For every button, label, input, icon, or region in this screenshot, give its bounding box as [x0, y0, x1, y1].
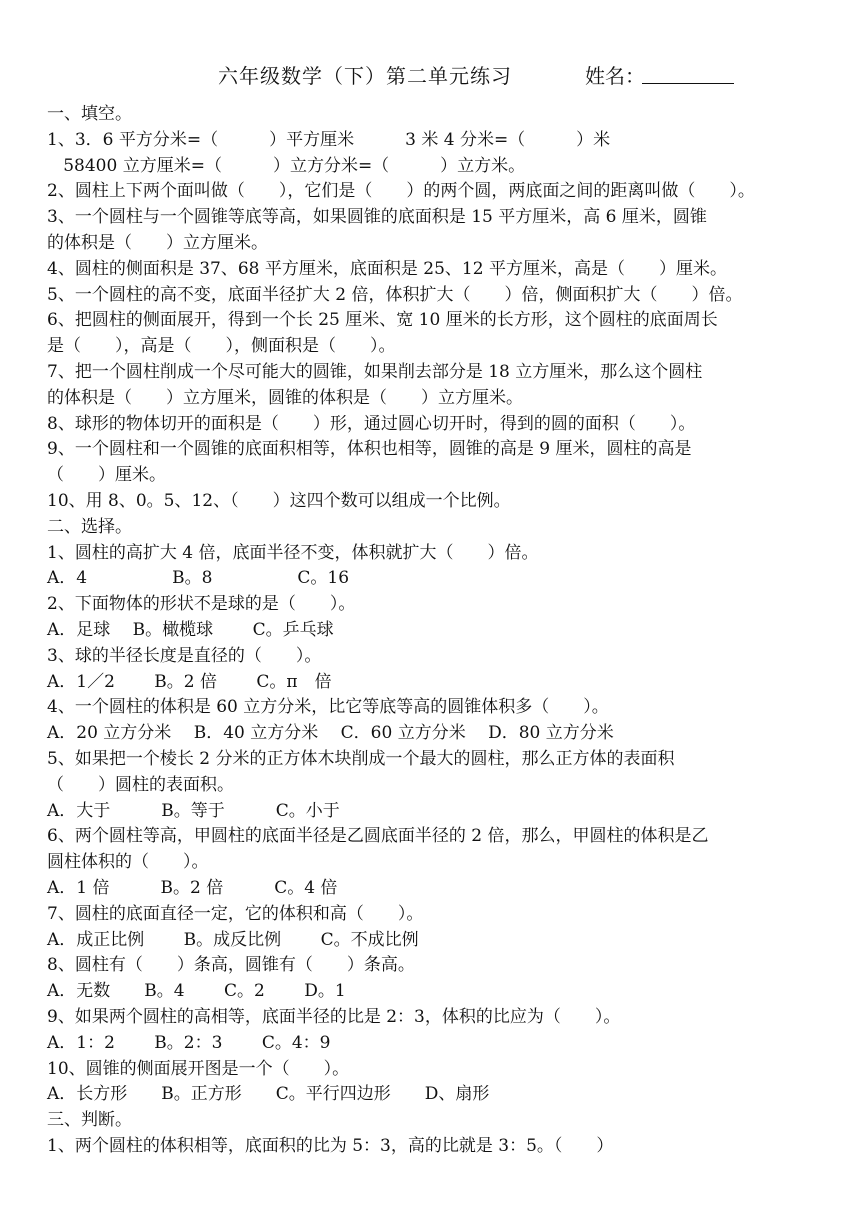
worksheet-line: 1、3．6 平方分米=（ ）平方厘米 3 米 4 分米=（ ）米 [47, 129, 611, 150]
worksheet-line: 的体积是（ ）立方厘米，圆锥的体积是（ ）立方厘米。 [47, 387, 523, 408]
worksheet-line: 1、圆柱的高扩大 4 倍，底面半径不变，体积就扩大（ ）倍。 [47, 542, 539, 563]
worksheet-line: A．成正比例 B。成反比例 C。不成比例 [47, 929, 419, 950]
worksheet-line: 5、一个圆柱的高不变，底面半径扩大 2 倍，体积扩大（ ）倍，侧面积扩大（ ）倍。 [47, 284, 743, 305]
page-title: 六年级数学（下）第二单元练习 [218, 64, 512, 88]
worksheet-line: 2、下面物体的形状不是球的是（ ）。 [47, 594, 356, 615]
worksheet-line: （ ）圆柱的表面积。 [47, 774, 234, 795]
worksheet-line: 8、圆柱有（ ）条高，圆锥有（ ）条高。 [47, 955, 415, 976]
worksheet-line: 7、圆柱的底面直径一定，它的体积和高（ ）。 [47, 903, 424, 924]
name-label: 姓名： [585, 64, 645, 88]
worksheet-line: A．足球 B。橄榄球 C。乒乓球 [47, 620, 334, 640]
worksheet-line: 1、两个圆柱的体积相等，底面积的比为 5：3，高的比就是 3：5。（ ） [47, 1136, 614, 1156]
worksheet-line: 4、一个圆柱的体积是 60 立方分米，比它等底等高的圆锥体积多（ ）。 [47, 697, 609, 718]
name-blank-line [642, 83, 734, 84]
worksheet-line: A．长方形 B。正方形 C。平行四边形 D、扇形 [47, 1084, 490, 1105]
worksheet-line: 是（ ），高是（ ），侧面积是（ ）。 [47, 336, 396, 357]
worksheet-line: 2、圆柱上下两个面叫做（ ），它们是（ ）的两个圆，两底面之间的距离叫做（ ）。 [47, 181, 755, 202]
worksheet-line: 三、判断。 [47, 1110, 132, 1131]
worksheet-line: 圆柱体积的（ ）。 [47, 852, 209, 873]
worksheet-line: 6、两个圆柱等高，甲圆柱的底面半径是乙圆底面半径的 2 倍，那么，甲圆柱的体积是乙 [47, 826, 709, 847]
worksheet-line: （ ）厘米。 [47, 465, 166, 486]
worksheet-line: A．20 立方分米 B．40 立方分米 C．60 立方分米 D．80 立方分米 [47, 723, 614, 744]
worksheet-line: A．1 倍 B。2 倍 C。4 倍 [47, 878, 338, 898]
worksheet-line: 一、填空。 [47, 104, 132, 124]
worksheet-line: 10、用 8、0。5、12、（ ）这四个数可以组成一个比例。 [47, 491, 511, 511]
worksheet-line: 4、圆柱的侧面积是 37、68 平方厘米，底面积是 25、12 平方厘米，高是（ ）厘米。 [47, 258, 727, 279]
worksheet-line: 6、把圆柱的侧面展开，得到一个长 25 厘米、宽 10 厘米的长方形，这个圆柱的底面周长 [47, 310, 718, 331]
worksheet-line: 3、一个圆柱与一个圆锥等底等高，如果圆锥的底面积是 15 平方厘米，高 6 厘米，圆锥 [47, 207, 707, 228]
worksheet-line: 5、如果把一个棱长 2 分米的正方体木块削成一个最大的圆柱，那么正方体的表面积 [47, 749, 675, 769]
worksheet-line: 的体积是（ ）立方厘米。 [47, 233, 268, 253]
worksheet-line: 3、球的半径长度是直径的（ ）。 [47, 645, 322, 666]
worksheet-line: 10、圆锥的侧面展开图是一个（ ）。 [47, 1058, 350, 1079]
worksheet-line: 7、把一个圆柱削成一个尽可能大的圆锥，如果削去部分是 18 立方厘米，那么这个圆柱 [47, 362, 703, 382]
worksheet-line: 58400 立方厘米=（ ）立方分米=（ ）立方米。 [47, 155, 526, 176]
worksheet-line: A．1／2 B。2 倍 C。π 倍 [47, 671, 332, 692]
worksheet-line: 9、如果两个圆柱的高相等，底面半径的比是 2：3，体积的比应为（ ）。 [47, 1007, 621, 1027]
worksheet-line: 8、球形的物体切开的面积是（ ）形，通过圆心切开时，得到的圆的面积（ ）。 [47, 413, 696, 434]
worksheet-line: 9、一个圆柱和一个圆锥的底面积相等，体积也相等，圆锥的高是 9 厘米，圆柱的高是 [47, 439, 692, 460]
worksheet-line: A．4 B。8 C。16 [47, 568, 350, 589]
worksheet-line: A．无数 B。4 C。2 D。1 [47, 981, 346, 1002]
worksheet-line: A．大于 B。等于 C。小于 [47, 800, 340, 821]
header [0, 60, 860, 90]
worksheet-line: 二、选择。 [47, 516, 132, 537]
worksheet-line: A．1：2 B。2：3 C。4：9 [47, 1032, 331, 1053]
